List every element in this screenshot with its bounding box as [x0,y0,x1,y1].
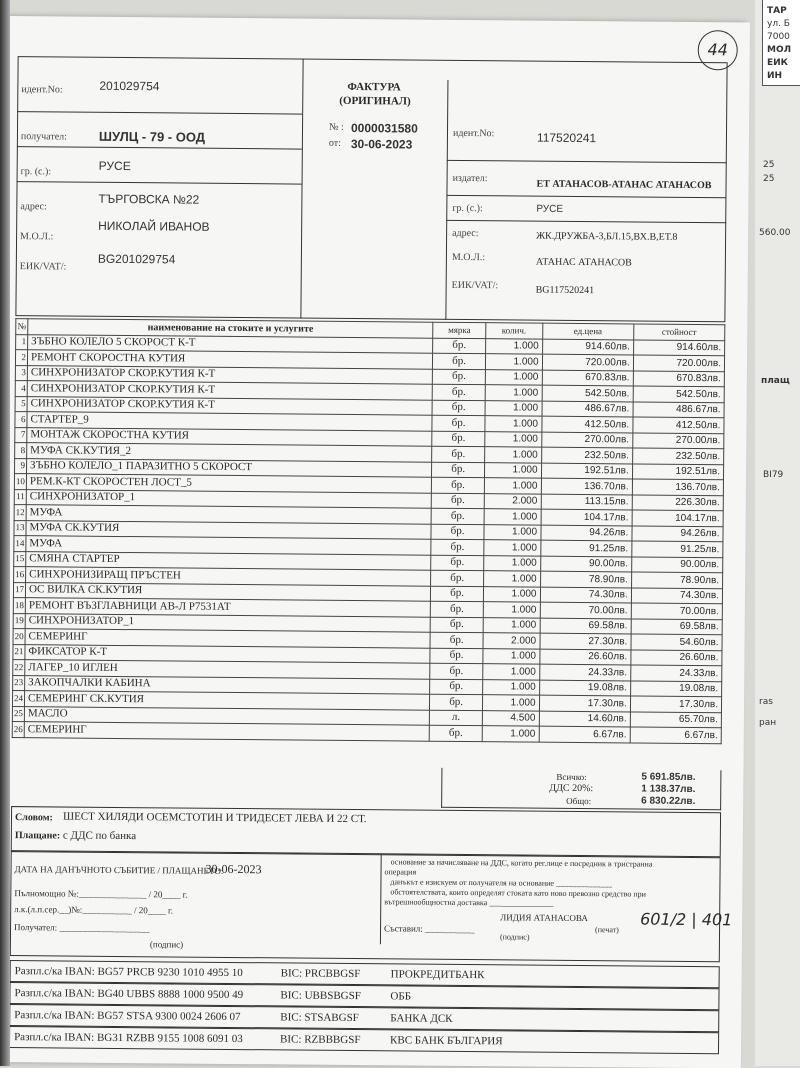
seller-vat-label: ЕИК/VAT/: [451,279,499,292]
buyer-address-label: адрес: [20,201,47,213]
item-name: СМЯНА СТАРТЕР [26,551,432,570]
item-price: 670.83лв. [542,370,633,386]
buyer-city: РУСЕ [98,158,131,174]
item-qty: 1.000 [483,571,540,587]
buyer-id: 201029754 [99,78,160,94]
side-text: BI79 [763,470,784,480]
item-unit: бр. [431,555,484,571]
item-unit: бр. [431,601,484,617]
row-number: 24 [12,691,24,707]
side-text: 25 [763,174,775,184]
vat-basis-text: основание за начисляване на ДДС, когато рег.лице е посредник в тристранна [390,857,653,869]
row-number: 10 [14,474,26,490]
side-text: МОЛ [767,45,792,55]
item-qty: 1.000 [483,586,540,602]
item-total: 54.60лв. [631,634,722,650]
item-total: 232.50лв. [632,448,723,464]
item-name: ЗАКОПЧАЛКИ КАБИНА [25,675,431,694]
item-qty: 1.000 [483,648,540,664]
item-price: 542.50лв. [542,385,633,401]
bank-bic: BIC: STSABGSF [280,1011,359,1025]
bank-iban: Разпл.с/ка IBAN: BG40 UBBS 8888 1000 9500 49 [14,987,244,1002]
item-qty: 1.000 [482,695,539,711]
item-qty: 2.000 [484,493,541,509]
item-qty: 1.000 [484,524,541,540]
item-qty: 1.000 [485,354,542,370]
col-price: ед.цена [542,323,633,339]
side-text: 7000 [767,32,790,42]
amount-in-words: ШЕСТ ХИЛЯДИ ОСЕМСТОТИН И ТРИДЕСЕТ ЛЕВА И 22 СТ. [62,810,367,826]
item-unit: бр. [432,508,485,524]
item-name: МОНТАЖ СКОРОСТНА КУТИЯ [27,427,433,446]
total-label: Общо: [566,795,592,807]
item-price: 90.00лв. [540,556,631,572]
item-qty: 1.000 [484,478,541,494]
bank-iban: Разпл.с/ка IBAN: BG57 STSA 9300 0024 2606 07 [14,1009,241,1024]
item-total: 486.67лв. [633,401,724,417]
seller-id: 117520241 [536,130,597,146]
item-unit: бр. [430,648,483,664]
buyer-name-label: получател: [20,131,67,143]
row-number: 26 [12,722,24,738]
row-number: 21 [13,644,25,660]
side-text: плащ [761,376,790,386]
item-total: 90.00лв. [631,556,722,572]
item-unit: бр. [431,539,484,555]
row-number: 7 [15,427,27,443]
item-price: 69.58лв. [540,618,631,634]
invoice-number-label: № : [328,121,344,133]
page-number-note: 44 [698,30,738,70]
seller-name: ЕТ АТАНАСОВ-АТАНАС АТАНАСОВ [536,178,712,192]
compiler-name: ЛИДИЯ АТАНАСОВА [500,912,588,924]
row-number: 13 [14,520,26,536]
item-price: 14.60лв. [539,711,630,727]
item-total: 6.67лв. [630,727,721,743]
buyer-mol: НИКОЛАЙ ИВАНОВ [98,218,210,234]
item-price: 104.17лв. [541,509,632,525]
item-unit: бр. [432,477,485,493]
item-unit: бр. [431,617,484,633]
seller-address: ЖК.ДРУЖБА-3,БЛ.15,ВХ.В,ЕТ.8 [536,230,678,243]
item-name: СИНХРОНИЗИРАЩ ПРЪСТЕН [26,567,432,586]
row-number: 17 [13,582,25,598]
vat-amount: 1 138.37лв. [641,783,696,796]
item-total: 720.00лв. [633,355,724,371]
item-unit: бр. [430,679,483,695]
item-unit: бр. [431,570,484,586]
bank-iban: Разпл.с/ка IBAN: BG57 PRCB 9230 1010 4955 10 [14,965,243,980]
item-qty: 1.000 [485,338,542,354]
item-name: РЕМОНТ ВЪЗГЛАВНИЦИ АВ-Л Р7531АТ [25,598,431,617]
item-unit: бр. [432,446,485,462]
item-total: 70.00лв. [631,603,722,619]
item-price: 74.30лв. [540,587,631,603]
background-document [755,0,800,1066]
item-qty: 1.000 [483,602,540,618]
item-qty: 2.000 [483,633,540,649]
item-qty: 1.000 [484,540,541,556]
item-unit: бр. [433,353,486,369]
invoice-date-label: от: [328,137,341,149]
item-name: СИНХРОНИЗАТОР СКОР.КУТИЯ К-Т [27,365,433,384]
invoice-number: 0000031580 [350,120,418,136]
items-table [12,318,726,744]
bank-name: БАНКА ДСК [390,1012,453,1025]
item-qty: 1.000 [482,726,539,742]
invoice-page [0,16,750,1068]
side-text: 560.00 [759,228,791,238]
item-name: ЛАГЕР_10 ИГЛЕН [25,660,431,679]
item-name: СТАРТЕР_9 [27,412,433,431]
item-unit: бр. [432,415,485,431]
vat-basis-text: операция [384,867,417,877]
item-unit: бр. [430,725,483,741]
item-price: 6.67лв. [539,726,630,742]
event-date-label: ДАТА НА ДАНЪЧНОТО СЪБИТИЕ / ПЛАЩАНЕТО: [14,864,224,876]
compiler-sign-label: (подпис) [499,932,530,942]
item-price: 192.51лв. [541,463,632,479]
bank-name: ОББ [390,990,412,1003]
item-qty: 1.000 [483,555,540,571]
item-qty: 1.000 [483,664,540,680]
row-number: 23 [13,675,25,691]
item-unit: бр. [432,462,485,478]
item-total: 91.25лв. [632,541,723,557]
invoice-title: ФАКТУРА [347,80,401,94]
bank-bic: BIC: RZBBBGSF [280,1033,361,1047]
item-total: 226.30лв. [632,494,723,510]
item-price: 27.30лв. [540,633,631,649]
seller-city-label: гр. (с.): [452,202,483,215]
total-amount: 6 830.22лв. [641,795,696,808]
event-date: 30-06-2023 [205,861,262,877]
side-text: ИН [767,71,783,81]
row-number: 5 [15,396,27,412]
buyer-address: ТЪРГОВСКА №22 [98,191,200,207]
seller-vat: BG117520241 [535,284,595,297]
buyer-vat-label: ЕИК/VAT/: [19,261,67,273]
item-price: 94.26лв. [540,525,631,541]
item-unit: бр. [433,384,486,400]
item-name: СЕМЕРИНГ [25,629,431,648]
item-total: 270.00лв. [633,432,724,448]
item-total: 192.51лв. [632,463,723,479]
item-qty: 1.000 [485,369,542,385]
row-number: 8 [15,443,27,459]
item-name: СЕМЕРИНГ [24,722,430,741]
row-number: 11 [14,489,26,505]
item-price: 232.50лв. [541,447,632,463]
seller-address-label: адрес: [452,227,479,240]
item-qty: 4.500 [482,710,539,726]
row-number: 3 [15,365,27,381]
item-total: 65.70лв. [630,711,721,727]
item-unit: бр. [432,400,485,416]
item-name: РЕМОНТ СКОРОСТНА КУТИЯ [27,350,433,369]
row-number: 22 [13,660,25,676]
item-unit: бр. [433,369,486,385]
item-total: 94.26лв. [632,525,723,541]
item-total: 412.50лв. [633,417,724,433]
side-text: ул. Б [767,19,790,29]
item-qty: 1.000 [485,400,542,416]
poa-line: Пълномощно №:_______________ / 20____ г. [14,888,188,900]
buyer-mol-label: М.О.Л.: [20,231,54,243]
item-price: 78.90лв. [540,571,631,587]
item-price: 19.08лв. [539,680,630,696]
item-unit: бр. [430,663,483,679]
recipient-line: Получател: ____________________ [14,922,150,934]
stamp-label: (печат) [595,925,619,935]
item-name: МУФА СК.КУТИЯ [26,520,432,539]
item-qty: 1.000 [484,447,541,463]
col-qty: колич. [486,323,543,339]
row-number: 6 [15,412,27,428]
item-price: 720.00лв. [542,354,633,370]
row-number: 12 [14,505,26,521]
item-name: ЗЪБНО КОЛЕЛО_1 ПАРАЗИТНО 5 СКОРОСТ [27,458,433,477]
item-price: 914.60лв. [542,339,633,355]
invoice-subtitle: (ОРИГИНАЛ) [339,94,411,108]
item-total: 104.17лв. [632,510,723,526]
vat-label: ДДС 20%: [549,782,594,795]
bank-bic: BIC: PRCBBGSF [280,967,361,981]
payment-method: с ДДС по банка [62,829,137,843]
item-name: ЗЪБНО КОЛЕЛО 5 СКОРОСТ К-Т [28,334,434,353]
item-unit: л. [430,710,483,726]
item-total: 136.70лв. [632,479,723,495]
invoice-date: 30-06-2023 [350,136,413,152]
item-qty: 1.000 [484,462,541,478]
item-price: 412.50лв. [541,416,632,432]
col-name: наименование на стоките и услугите [28,319,434,338]
item-name: СИНХРОНИЗАТОР СКОР.КУТИЯ К-Т [27,381,433,400]
item-unit: бр. [430,694,483,710]
item-unit: бр. [433,338,486,354]
item-total: 542.50лв. [633,386,724,402]
seller-name-label: издател: [452,172,488,185]
seller-mol: АТАНАС АТАНАСОВ [535,256,632,269]
words-label: Словом: [14,812,53,824]
row-number: 2 [15,350,27,366]
row-number: 4 [15,381,27,397]
vat-basis-text: обстоятелствата, които определят стоката като ново превозно средство при [390,887,646,899]
handwritten-note: 601/2 | 401 [640,909,733,930]
item-qty: 1.000 [483,617,540,633]
item-total: 74.30лв. [631,587,722,603]
item-qty: 1.000 [485,431,542,447]
item-total: 670.83лв. [633,370,724,386]
item-name: СИНХРОНИЗАТОР_1 [25,613,431,632]
item-name: СИНХРОНИЗАТОР СКОР.КУТИЯ К-Т [27,396,433,415]
item-unit: бр. [432,493,485,509]
bank-name: КВС БАНК БЪЛГАРИЯ [390,1034,503,1048]
side-text: ras [759,697,773,707]
item-qty: 1.000 [484,509,541,525]
vat-basis-text: данъкът е изискуем от получателя на основание ______________ [390,877,613,889]
bank-iban: Разпл.с/ка IBAN: BG31 RZBB 9155 1008 6091 03 [14,1031,243,1046]
binder-edge [0,0,10,1066]
item-total: 19.08лв. [630,680,721,696]
item-price: 113.15лв. [541,494,632,510]
seller-mol-label: М.О.Л.: [451,251,486,264]
subtotal: 5 691.85лв. [641,771,696,784]
bank-bic: BIC: UBBSBGSF [280,989,361,1003]
item-price: 486.67лв. [542,401,633,417]
vat-basis-text: вътрешнообщностна доставка ________________ [384,897,554,908]
col-num: № [16,319,28,335]
item-unit: бр. [430,632,483,648]
item-price: 91.25лв. [540,540,631,556]
item-unit: бр. [432,431,485,447]
buyer-name: ШУЛЦ - 79 - ООД [98,128,206,145]
item-total: 24.33лв. [630,665,721,681]
item-unit: бр. [431,524,484,540]
row-number: 20 [13,629,25,645]
side-text: ТАР [767,6,787,16]
item-unit: бр. [431,586,484,602]
item-qty: 1.000 [482,679,539,695]
side-text: ЕИК [767,58,789,68]
subtotal-label: Всичко: [556,771,587,783]
item-price: 24.33лв. [539,664,630,680]
col-total: стойност [633,324,724,340]
item-name: РЕМ.К-КТ СКОРОСТЕН ЛОСТ_5 [26,474,432,493]
item-total: 26.60лв. [631,649,722,665]
item-qty: 1.000 [485,416,542,432]
buyer-city-label: гр. (с.): [20,166,52,178]
item-name: МУФА [26,536,432,555]
item-name: МУФА [26,505,432,524]
item-total: 69.58лв. [631,618,722,634]
recipient-sign-label: (подпис) [149,939,184,950]
buyer-id-label: идент.No: [21,84,63,96]
row-number: 9 [15,458,27,474]
side-text: ран [759,718,777,728]
id-card-line: л.к.(л.п.сер.__)№:___________ / 20____ г. [14,904,174,916]
row-number: 1 [16,334,28,350]
item-total: 17.30лв. [630,696,721,712]
item-name: СИНХРОНИЗАТОР_1 [26,489,432,508]
bank-name: ПРОКРЕДИТБАНК [390,968,485,982]
item-price: 136.70лв. [541,478,632,494]
item-total: 914.60лв. [633,339,724,355]
item-price: 270.00лв. [541,432,632,448]
row-number: 15 [14,551,26,567]
seller-city: РУСЕ [536,203,564,215]
payment-label: Плащане: [14,830,61,842]
row-number: 14 [14,536,26,552]
item-price: 70.00лв. [540,602,631,618]
item-price: 17.30лв. [539,695,630,711]
compiler-label: Съставил: ___________ [384,923,475,935]
row-number: 19 [13,613,25,629]
item-name: МУФА СК.КУТИЯ_2 [27,443,433,462]
item-total: 78.90лв. [631,572,722,588]
item-qty: 1.000 [485,385,542,401]
row-number: 16 [14,567,26,583]
item-price: 26.60лв. [539,649,630,665]
seller-id-label: идент.No: [452,127,495,140]
item-name: ФИКСАТОР К-Т [25,644,431,663]
row-number: 25 [12,706,24,722]
item-name: ОС ВИЛКА СК.КУТИЯ [25,582,431,601]
col-unit: мярка [433,322,486,338]
row-number: 18 [13,598,25,614]
item-name: СЕМЕРИНГ СК.КУТИЯ [24,691,430,710]
item-name: МАСЛО [24,706,430,725]
buyer-vat: BG201029754 [97,251,176,267]
side-text: 25 [763,160,775,170]
